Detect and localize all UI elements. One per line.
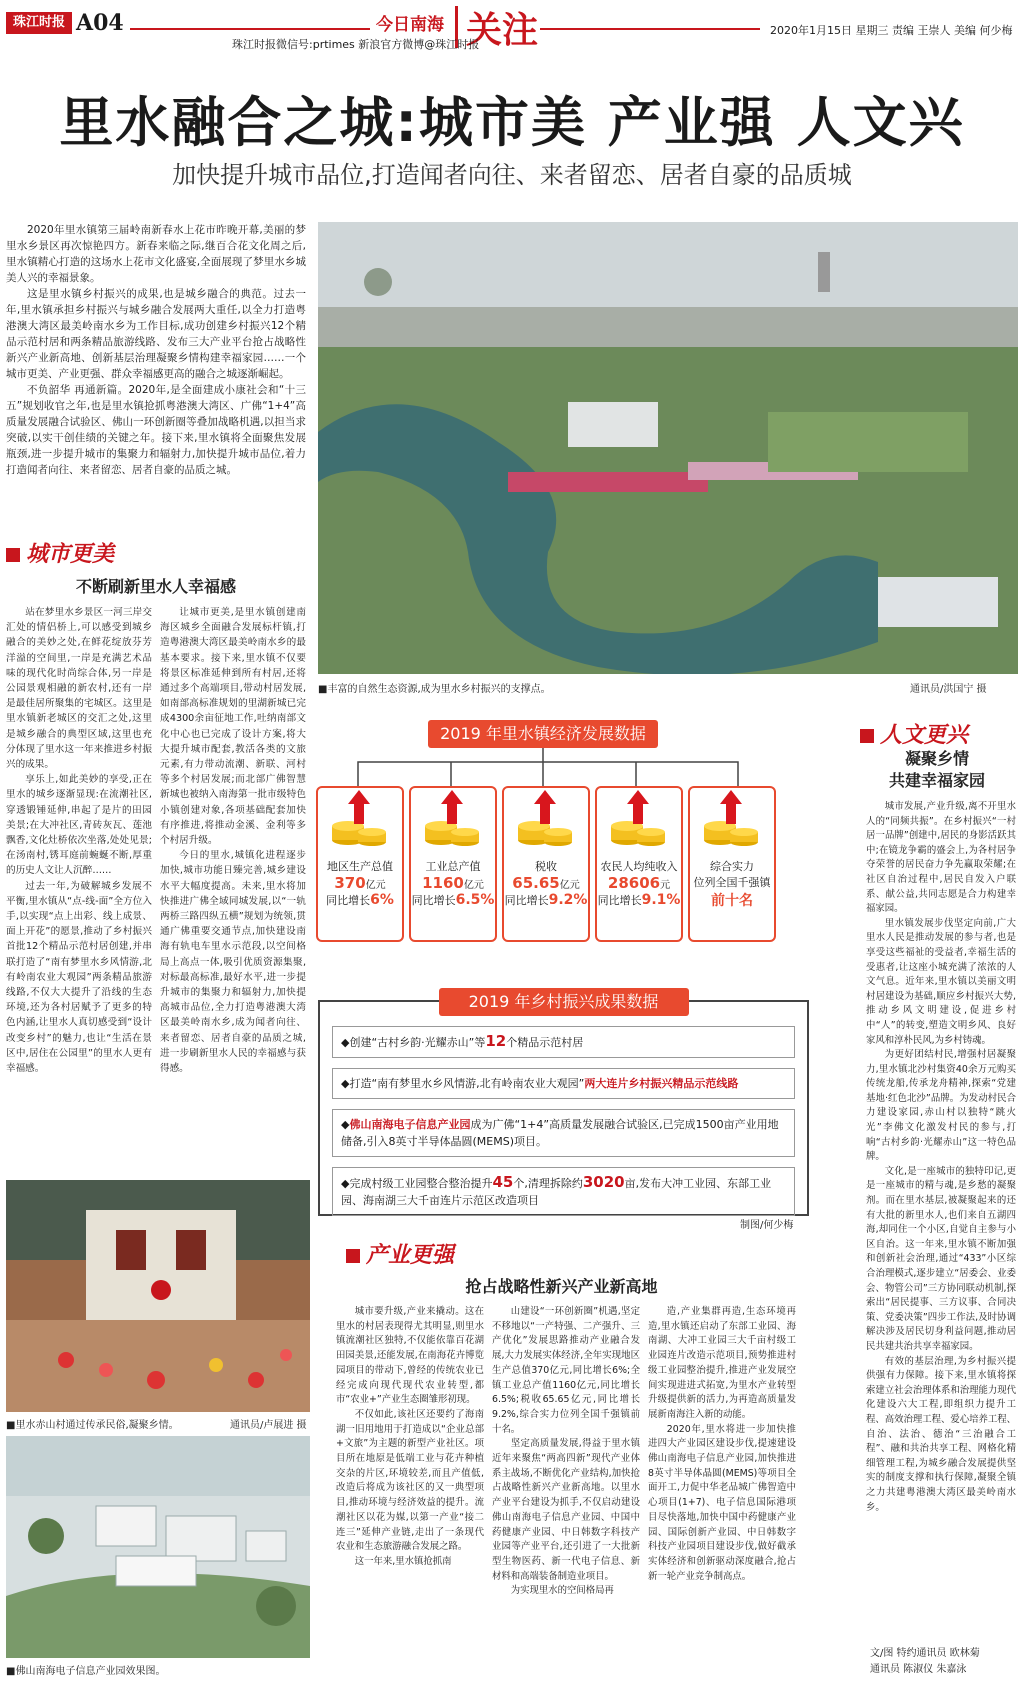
rural-item-highlight: 12 <box>485 1032 507 1050</box>
people-paragraph: 为更好团结村民,增强村居凝聚力,里水镇北沙村集资40余万元购买传统龙船,传承龙舟精神,探索“党建基地·红色北沙”品牌。为发动村民合力建设家园,赤山村以独特“跳火光”李佛文化激发村民的参与,打响“古村乡韵·光耀赤山”这一特色品牌。 <box>866 1049 1016 1163</box>
people-paragraph: 文化,是一座城市的独特印记,更是一座城市的精与魂,是乡愁的凝聚剂。而在里水基层,被凝聚起来的还有大批的新里水人,也们来自五湖四海,却同住一个小区,自觉自主参与小区自治。这一年来,里水镇不断加强和创新社会治理,通过“433”小区综合治理模式,逐步建立“居委会、业委会、物管公司”三方协同联动机制,探索出“居民提事、三方议事、合同决策、党委决策”四步工作法,及时协调解决涉及居民切身利益问题,推动居民共建共治共享幸福家园。 <box>866 1165 1016 1352</box>
rural-item-text: 亩,发布大冲工业园、东部工业园、海南湖三大千亩连片示范区改造项目 <box>341 1177 772 1207</box>
economy-card <box>688 786 776 942</box>
rural-item: ◆完成村级工业园整合整治提升45个,清理拆除约3020亩,发布大冲工业园、东部工业园、海南湖三大千亩连片示范区改造项目 <box>332 1167 795 1216</box>
page-subtitle: 加快提升城市品位,打造闻者向往、来者留恋、居者自豪的品质城 <box>172 161 852 189</box>
photo-industrial-park-graphic <box>6 1436 310 1658</box>
photo-chishan-village <box>6 1180 310 1412</box>
section-name-big: 关注 <box>466 9 539 51</box>
economy-card-value <box>411 874 495 892</box>
coin-stack-icon <box>690 788 774 850</box>
economy-card-label: 地区生产总值 <box>327 860 393 873</box>
rural-item-text: 创建“古村乡韵·光耀赤山”等 <box>349 1036 486 1049</box>
economy-card-unit: 亿元 <box>559 880 580 891</box>
economy-card-growth-value: 9.2% <box>548 892 588 908</box>
section-marker <box>346 1249 360 1263</box>
coin-stack-icon <box>318 788 402 850</box>
economy-card-growth-value: 6% <box>370 892 394 908</box>
rural-credit: 制图/何少梅 <box>740 1220 794 1231</box>
economy-card-unit: 亿元 <box>463 880 484 891</box>
industry-column-2 <box>492 1305 640 1599</box>
industry-paragraph: 坚定高质量发展,得益于里水镇近年来聚焦“两高四新”现代产业体系主战场,不断优化产业结构,加快抢占战略性新兴产业新高地。以里水产业平台建设为抓手,不仅启动建设佛山南海电子信息产业园、中国中药健康产业园、中日韩数字科技产业园等产业平台,还引进了一大批新型生物医药、新一代电子信息、新材料和高端装备制造业项目。 <box>492 1438 640 1582</box>
photo-credit-main: 通讯员/洪国宁 摄 <box>910 684 987 695</box>
economy-card-number: 位列全国千强镇 <box>693 876 771 889</box>
economy-card-number: 28606 <box>607 874 661 892</box>
economy-card-growth <box>411 892 495 908</box>
city-column-2 <box>160 605 306 1076</box>
city-paragraph: 站在梦里水乡景区一河三岸交汇处的情侣桥上,可以感受到城乡融合的美妙之处,在鲜花绽放芬芳洋溢的空间里,一岸是充满艺术品味的现代化时尚综合体,另一岸是公园景观相融的新农村,还有一岸是最佳居所聚集的宅城区。这里是里水镇新老城区的交汇之处,这里是城乡融合的典型区域,这里也充分体现了里水这一年来推进乡村振兴的成果。 <box>6 607 152 771</box>
rural-item-text: 个精品示范村居 <box>506 1036 584 1049</box>
photo-caption-chishan: ■里水赤山村通过传承民俗,凝聚乡情。 <box>6 1420 179 1431</box>
economy-card-label: 农民人均纯收入 <box>600 860 678 873</box>
section-heading-city <box>6 537 114 568</box>
rural-item-text: 成为广佛“1+4”高质量发展融合试验区,已完成1500亩产业用地储备,引入8英寸半导体晶圆(MEMS)项目。 <box>341 1118 779 1148</box>
section-heading-industry-label: 产业更强 <box>366 1243 455 1268</box>
section-heading-city-label: 城市更美 <box>26 542 115 567</box>
rural-item-highlight: 3020 <box>582 1173 625 1191</box>
section-heading-people-label: 人文更兴 <box>880 723 969 748</box>
economy-card-unit: 元 <box>660 880 671 891</box>
rural-item-highlight: 45 <box>492 1173 514 1191</box>
rural-item-text: 打造“南有梦里水乡风情游,北有岭南农业大观园” <box>349 1077 585 1090</box>
economy-card-unit: 亿元 <box>365 880 386 891</box>
rural-infographic-title: 2019 年乡村振兴成果数据 <box>439 988 689 1016</box>
economy-card-growth-value: 6.5% <box>455 892 495 908</box>
dateline: 2020年1月15日 星期三 责编 王崇人 美编 何少梅 <box>770 24 1013 37</box>
economy-card-label: 工业总产值 <box>425 860 481 873</box>
masthead-rule-left <box>130 28 370 30</box>
city-paragraph: 享乐上,如此美妙的享受,正在里水的城乡逐渐显现:在流潮社区,穿透锻锤延伸,串起了是片的田园美景;在大冲社区,青砖灰瓦、莲池飘香,文化灶桥依次坐落,处处见景;在汤南村,锈耳庭前蜿蜒不断,厚重的历史人文让人沉醉…… <box>6 774 152 877</box>
economy-card <box>409 786 497 942</box>
coin-stack-icon <box>504 788 588 850</box>
rural-item-text: 个,清理拆除约 <box>513 1177 583 1190</box>
intro-text <box>6 222 306 478</box>
economy-card-growth-label: 同比增长 <box>411 894 456 907</box>
economy-card <box>316 786 404 942</box>
economy-card-value <box>690 874 774 890</box>
page-number: A04 <box>76 10 124 36</box>
page-title: 里水融合之城:城市美 产业强 人文兴 <box>59 91 965 154</box>
economy-card-label: 综合实力 <box>710 860 754 873</box>
coin-stack-icon <box>411 788 495 850</box>
photo-caption-main: ■丰富的自然生态资源,成为里水乡村振兴的支撑点。 <box>318 684 551 695</box>
city-paragraph: 过去一年,为破解城乡发展不平衡,里水镇从“点-线-面”全方位入手,以实现“点上出彩、线上成景、面上开花”的愿景,推动了乡村振兴首批12个精品示范村居创建,并串联打造了“南有梦里水乡风情游,北有岭南农业大观园”两条精品旅游线路,不仅大大提升了沿线的生态环境,还为各村居赋予了更多的特色内涵,让里水人真切感受到“设计改变乡村”的魅力,也让“生活在景区中,居住在公园里”的里水人更有幸福感。 <box>6 880 152 1075</box>
economy-card-growth <box>318 892 402 908</box>
photo-main-aerial-graphic <box>318 222 1018 674</box>
economy-card-value <box>504 874 588 892</box>
intro-paragraph: 2020年里水镇第三届岭南新春水上花市昨晚开幕,美丽的梦里水乡景区再次惊艳四方。新春来临之际,继百合花文化周之后,里水镇精心打造的这场水上花市文化盛宴,全面展现了梦里水乡城美人兴的幸福景象。 <box>6 224 306 284</box>
economy-card-growth-value: 9.1% <box>641 892 681 908</box>
coin-stack-icon <box>597 788 681 850</box>
economy-card-number: 370 <box>334 874 366 892</box>
industry-column-1 <box>336 1305 484 1570</box>
industry-column-3 <box>648 1305 796 1584</box>
photo-main-aerial <box>318 222 1018 674</box>
economy-card-growth-value: 前十名 <box>711 893 753 909</box>
economy-card-growth <box>690 890 774 910</box>
city-column-1 <box>6 605 152 1076</box>
photo-chishan-village-graphic <box>6 1180 310 1412</box>
intro-paragraph: 不负韶华 再通新篇。2020年,是全面建成小康社会和“十三五”规划收官之年,也是里水镇抢抓粤港澳大湾区、广佛“1+4”高质量发展融合试验区、佛山一环创新圈等叠加战略机遇,以担当求突破,以实干创佳绩的关键之年。接下来,里水镇将全面聚焦发展瓶颈,进一步提升城市的集聚力和辐射力,加快提升城市品位,着力打造闻者向往、来者留恋、居者自豪的品质之城。 <box>6 384 306 476</box>
industry-paragraph: 造,产业集群再造,生态环境再造,里水镇还启动了东部工业园、海南湖、大冲工业园三大千亩村级工业园连片改造示范项目,预势推进村级工业园整治提升,推进产业发展空间实现进进式拓宽,为里水产业转型升级提供新的活力,为再造高质量发展新南海注入新的动能。 <box>648 1306 796 1420</box>
wechat-line: 珠江时报微信号:prtimes 新浪官方微博@珠江时报 <box>232 38 480 51</box>
photo-caption-park: ■佛山南海电子信息产业园效果图。 <box>6 1666 166 1677</box>
industry-paragraph: 为实现里水的空间格局再 <box>510 1585 614 1597</box>
industry-paragraph: 城市要升级,产业来撬动。这在里水的村居表现得尤其明显,则里水镇流潮社区独特,不仅能依靠百花湖田园美景,还能发展,在南海花卉博览园项目的带动下,曾经的传统农业已经完成向现代现代农业转型,都市“农业+”产业生态圈雏形初现。 <box>336 1306 484 1406</box>
economy-card-label: 税收 <box>535 860 557 873</box>
economy-card-number: 1160 <box>422 874 464 892</box>
people-credit-1: 文/图 特约通讯员 欧林菊 <box>870 1648 980 1659</box>
industry-paragraph: 2020年,里水将进一步加快推进四大产业园区建设步伐,提速建设佛山南海电子信息产业园,加快推进8英寸半导体晶圆(MEMS)等项目全面开工,力促中华老品城广佛智造中心项目(1+7)、电子信息国际港项目尽快落地,加快中国中药健康产业园、国际创新产业园、中日韩数字科技产业园项目建设步伐,做好截承实体经济和创新驱动深度融合,抢占新一轮产业竞争制高点。 <box>648 1423 796 1582</box>
industry-paragraph: 山建设“一环创新圈”机遇,坚定不移地以“一产特强、二产强升、三产优化”发展思路推动产业融合发展,大力发展实体经济,全年实现地区生产总值370亿元,同比增长6%;全镇工业总产值1160亿元,同比增长6.5%;税收65.65亿元,同比增长9.2%,综合实力位列全国千强镇前十名。 <box>492 1306 640 1435</box>
section-name-small: 今日南海 <box>376 15 444 35</box>
city-paragraph: 让城市更美,是里水镇创建南海区城乡全面融合发展标杆镇,打造粤港澳大湾区最美岭南水乡的最基本要求。接下来,里水镇不仅要将景区标准延伸到所有村居,还将通过多个高端项目,带动村居发展,如南部高标准规划的里湖新城已完成4300余亩征地工作,吐纳南部文化中心也已完成了设计方案,将大大提升城市配套,教活各类的文旅元素,有力带动流潮、新联、河村等多个村居发展;而北部广佛智慧新城也被纳入南海第一批市级特色小镇创建对象,各项基础配套加快有序推进,将推动金溪、金利等多个村居升级。 <box>160 607 306 847</box>
people-paragraph: 城市发展,产业升级,离不开里水人的“同频共振”。在乡村振兴“一村居一品牌”创建中,居民的身影活跃其中;在镜龙争霸的盛会上,为各村居争夺荣誉的居民奋力争先赢取荣耀;在社区自治过程中,居民自发入户联系、献公益,共同志愿是合力构建幸福家园。 <box>866 801 1016 915</box>
economy-card-growth-label: 同比增长 <box>326 894 371 907</box>
city-paragraph: 今日的里水,城镇化进程逐步加快,城市功能日臻完善,城乡建设水平大幅度提高。未来,里水将加快推进广佛全域同城发展,以“一轨两桥三路四纵五横”规划为统领,贯通广佛重要交通节点,加快建设南海有轨电车里水示范段,以空间格局上高点一体,吸引优质资源集聚,对标最高标准,最好水平,进一步提升城市的集聚力和辐射力,加快提高城市品位,全力打造粤港澳大湾区最美岭南水乡,成为闻者向往、来者留恋、居者自豪的品质之城,进一步刷新里水人民的幸福感与获得感。 <box>160 850 306 1075</box>
people-paragraph: 有效的基层治理,为乡村振兴提供强有力保障。接下来,里水镇将探索建立社会治理体系和治理能力现代化建设六大工程,即组织力提升工程、高效治理工程、爱心培养工程、自治、法治、德治“三治融合工程”、融和共治共享工程、网格化精细管理工程,为城乡融合发展提供坚实的制度支撑和执行保障,凝聚全镇之力共建粤港澳大湾区最美岭南水乡。 <box>866 1355 1017 1513</box>
masthead <box>0 0 1024 62</box>
economy-card-growth <box>504 892 588 908</box>
rural-item-text: 完成村级工业园整合整治提升 <box>349 1177 493 1190</box>
economy-connector-lines <box>318 748 778 788</box>
economy-card <box>502 786 590 942</box>
rural-item: ◆打造“南有梦里水乡风情游,北有岭南农业大观园”两大连片乡村振兴精品示范线路 <box>332 1068 795 1099</box>
industry-paragraph: 这一年来,里水镇抢抓南 <box>354 1555 452 1567</box>
rural-item: ◆创建“古村乡韵·光耀赤山”等12个精品示范村居 <box>332 1026 795 1058</box>
economy-infographic-title: 2019 年里水镇经济发展数据 <box>428 720 658 748</box>
economy-card-row <box>316 786 776 942</box>
newspaper-logo: 珠江时报 <box>6 12 72 34</box>
economy-card-growth <box>597 892 681 908</box>
section-marker <box>860 729 874 743</box>
industry-paragraph: 不仅如此,该社区还要约了海南湖一旧用地用于打造成以“企业总部+文旅”为主题的新型产业社区。项目所在地原是低端工业与花卉种植交杂的片区,环境较差,而且产值低,改造后将成为该社区的又一典型项目,推动环境与经济效益的提升。流潮社区以花为媒,以第一产业“接二连三”延伸产业链,走出了一条现代农业和生态旅游融合发展之路。 <box>336 1408 484 1553</box>
rural-item-highlight: 佛山南海电子信息产业园 <box>349 1118 471 1131</box>
section-heading-people <box>860 718 968 749</box>
intro-paragraph: 这是里水镇乡村振兴的成果,也是城乡融合的典范。过去一年,里水镇承担乡村振兴与城乡融合发展两大重任,以全力打造粤港澳大湾区最美岭南水乡为工作目标,成功创建乡村振兴12个精品示范村居和两条精品旅游线路、发布三大产业平台抢占战略性新兴产业新高地、创新基层治理凝聚乡情构建幸福家园……一个城市更美、产业更强、群众幸福感更高的融合之城逐渐崛起。 <box>6 288 306 380</box>
economy-card-growth-label: 同比增长 <box>504 894 549 907</box>
section-subheading-people-1: 凝聚乡情 <box>904 749 969 768</box>
people-column <box>866 800 1016 1515</box>
rural-item: ◆佛山南海电子信息产业园成为广佛“1+4”高质量发展融合试验区,已完成1500亩产业用地储备,引入8英寸半导体晶圆(MEMS)项目。 <box>332 1109 795 1157</box>
masthead-rule-right <box>540 28 760 30</box>
economy-card-value <box>318 874 402 892</box>
section-marker <box>6 548 20 562</box>
economy-card-growth-label: 同比增长 <box>597 894 642 907</box>
economy-card-value <box>597 874 681 892</box>
photo-industrial-park <box>6 1436 310 1658</box>
section-subheading-city: 不断刷新里水人幸福感 <box>75 577 236 596</box>
section-subheading-people-2: 共建幸福家园 <box>888 771 985 790</box>
photo-credit-chishan: 通讯员/卢展进 摄 <box>230 1420 307 1431</box>
rural-infographic-box <box>318 992 809 1216</box>
economy-card <box>595 786 683 942</box>
people-credit-2: 通讯员 陈淑仪 朱嘉泳 <box>870 1664 967 1675</box>
section-heading-industry <box>346 1238 454 1269</box>
people-paragraph: 里水镇发展步伐坚定向前,广大里水人民是推动发展的参与者,也是享受这些福祉的受益者,幸福生活的受惠者,让这座小城充满了浓浓的人文气息。近年来,里水镇以美丽文明村居建设为基础,顺应乡村振兴大势,推动乡风文明建设,促进乡村中“人”的转变,塑造文明乡风、良好家风和淳朴民风,为乡村铸魂。 <box>866 917 1016 1046</box>
section-subheading-industry: 抢占战略性新兴产业新高地 <box>465 1277 658 1296</box>
economy-card-number: 65.65 <box>512 874 560 892</box>
rural-item-highlight: 两大连片乡村振兴精品示范线路 <box>584 1077 739 1090</box>
